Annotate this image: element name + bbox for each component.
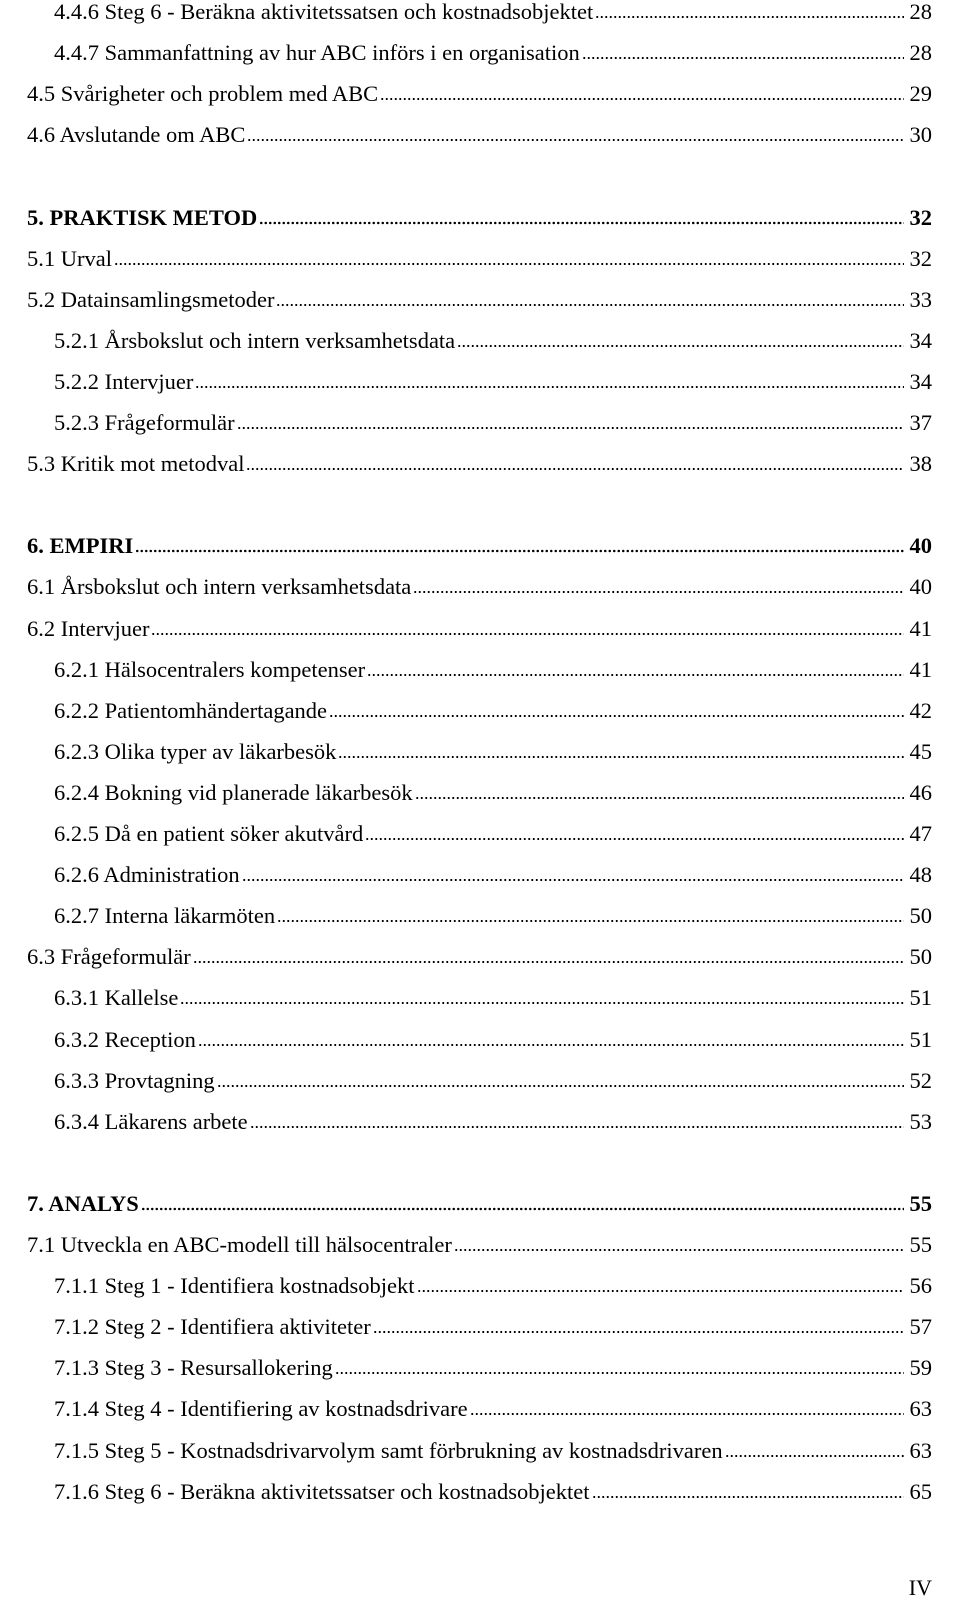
toc-entry-title: 4.5 Svårigheter och problem med ABC <box>27 81 379 107</box>
toc-entry-title: 5.2 Datainsamlingsmetoder <box>27 286 275 312</box>
toc-entry-page: 40 <box>909 574 932 600</box>
toc-entry-page: 50 <box>909 903 932 929</box>
toc-entry-page: 53 <box>909 1108 932 1134</box>
toc-entry-title: 7.1.4 Steg 4 - Identifiering av kostnadsdrivare <box>54 1396 468 1422</box>
toc-entry-page: 32 <box>909 245 932 271</box>
dot-leader <box>338 754 904 760</box>
toc-entry-title: 4.4.6 Steg 6 - Beräkna aktivitetssatsen och kostnadsobjektet <box>54 0 594 24</box>
toc-entry-title: 6.3.4 Läkarens arbete <box>54 1108 248 1134</box>
dot-leader <box>413 589 904 595</box>
toc-entry-title: 6.2.5 Då en patient söker akutvård <box>54 821 364 846</box>
toc-entry-page: 33 <box>909 286 932 312</box>
toc-entry-title: 6.1 Årsbokslut och intern verksamhetsdata <box>27 574 412 600</box>
dot-leader <box>329 713 904 719</box>
dot-leader <box>237 425 904 431</box>
toc-entry[interactable] <box>54 33 932 67</box>
toc-entry-page: 30 <box>909 122 932 148</box>
toc-entry[interactable] <box>54 732 932 766</box>
dot-leader <box>373 1329 904 1335</box>
toc-entry-title: 6.2.1 Hälsocentralers kompetenser <box>54 656 366 682</box>
toc-entry-title: 6.2.6 Administration <box>54 862 240 888</box>
toc-entry-title: 6.2.2 Patientomhändertagande <box>54 697 328 723</box>
dot-leader <box>417 1288 904 1294</box>
toc-entry-title: 7.1 Utveckla en ABC-modell till hälsocentraler <box>27 1232 452 1257</box>
toc-entry[interactable] <box>54 1020 932 1054</box>
dot-leader <box>380 96 904 102</box>
toc-entry-page: 34 <box>909 327 932 353</box>
toc-entry[interactable] <box>27 567 932 601</box>
toc-entry-page: 42 <box>909 697 932 723</box>
dot-leader <box>250 1124 904 1130</box>
dot-leader <box>367 672 904 678</box>
toc-entry[interactable] <box>27 937 932 971</box>
toc-entry[interactable] <box>27 115 932 149</box>
toc-entry-page: 41 <box>909 656 932 682</box>
toc-entry-page: 55 <box>909 1190 932 1216</box>
toc-entry-page: 45 <box>909 738 932 764</box>
toc-entry-page: 37 <box>909 410 932 435</box>
toc-entry-page: 63 <box>909 1437 932 1463</box>
toc-entry-page: 55 <box>909 1232 932 1257</box>
dot-leader <box>141 1206 904 1212</box>
toc-entry[interactable] <box>54 1102 932 1136</box>
toc-entry-title: 6.3.3 Provtagning <box>54 1067 215 1093</box>
toc-entry-page: 34 <box>909 368 932 394</box>
toc-entry-title: 5.2.3 Frågeformulär <box>54 410 235 435</box>
dot-leader <box>365 836 904 842</box>
toc-entry-title: 6.3.2 Reception <box>54 1026 196 1052</box>
toc-entry-page: 63 <box>909 1396 932 1422</box>
toc-entry-page: 41 <box>909 615 932 641</box>
toc-entry-title: 6.2.4 Bokning vid planerade läkarbesök <box>54 779 413 805</box>
toc-entry-title: 5.2.1 Årsbokslut och intern verksamhetsdata <box>54 327 456 353</box>
dot-leader <box>592 1494 904 1500</box>
toc-entry[interactable] <box>27 74 932 108</box>
toc-entry[interactable] <box>54 691 932 725</box>
toc-entry-title: 6.2.7 Interna läkarmöten <box>54 903 276 929</box>
dot-leader <box>135 548 904 554</box>
toc-entry[interactable] <box>54 896 932 930</box>
toc-entry-title: 6.2.3 Olika typer av läkarbesök <box>54 738 337 764</box>
toc-entry-title: 6.3.1 Kallelse <box>54 985 179 1011</box>
dot-leader <box>277 918 904 924</box>
toc-entry-title: 7. ANALYS <box>27 1190 139 1216</box>
dot-leader <box>470 1411 904 1417</box>
toc-entry-page: 29 <box>909 81 932 107</box>
toc-entry[interactable] <box>27 198 932 232</box>
toc-entry-page: 59 <box>909 1355 932 1381</box>
toc-entry-title: 6.2 Intervjuer <box>27 615 150 641</box>
toc-entry-title: 7.1.2 Steg 2 - Identifiera aktiviteter <box>54 1314 371 1340</box>
dot-leader <box>193 959 904 965</box>
toc-entry-page: 46 <box>909 779 932 805</box>
toc-entry[interactable] <box>54 1472 932 1506</box>
toc-entry[interactable] <box>54 1307 932 1341</box>
dot-leader <box>217 1083 904 1089</box>
toc-entry-title: 5.3 Kritik mot metodval <box>27 451 245 477</box>
dot-leader <box>454 1247 904 1253</box>
toc-entry[interactable] <box>27 280 932 314</box>
dot-leader <box>259 220 904 226</box>
toc-entry-title: 6.3 Frågeformulär <box>27 944 191 970</box>
dot-leader <box>335 1370 904 1376</box>
toc-entry[interactable] <box>27 1225 932 1259</box>
toc-entry-title: 7.1.6 Steg 6 - Beräkna aktivitetssatser och kostnadsobjektet <box>54 1478 590 1504</box>
toc-entry-page: 65 <box>909 1478 932 1504</box>
toc-entry[interactable] <box>54 1266 932 1300</box>
toc-entry-page: 51 <box>909 985 932 1011</box>
toc-entry-page: 48 <box>909 862 932 888</box>
page-number: IV <box>908 1575 932 1600</box>
toc-entry-page: 50 <box>909 944 932 970</box>
toc-entry[interactable] <box>54 0 932 26</box>
dot-leader <box>582 55 904 61</box>
toc-entry-page: 28 <box>909 0 932 24</box>
toc-entry[interactable] <box>54 321 932 355</box>
dot-leader <box>151 631 904 637</box>
toc-entry-title: 7.1.3 Steg 3 - Resursallokering <box>54 1355 333 1381</box>
toc-entry[interactable] <box>54 362 932 396</box>
dot-leader <box>725 1453 904 1459</box>
dot-leader <box>180 1000 904 1006</box>
dot-leader <box>276 302 904 308</box>
toc-entry-page: 32 <box>909 204 932 230</box>
dot-leader <box>198 1042 904 1048</box>
toc-entry[interactable] <box>54 403 932 437</box>
dot-leader <box>114 261 904 267</box>
toc-entry-page: 40 <box>909 533 932 559</box>
toc-entry[interactable] <box>54 978 932 1012</box>
toc-entry[interactable] <box>54 1389 932 1423</box>
toc-entry-title: 7.1.1 Steg 1 - Identifiera kostnadsobjekt <box>54 1273 415 1299</box>
toc-entry-title: 4.6 Avslutande om ABC <box>27 122 246 148</box>
toc-entry-page: 52 <box>909 1067 932 1093</box>
toc-entry[interactable] <box>54 1431 932 1465</box>
toc-entry[interactable] <box>54 773 932 807</box>
toc-entry-page: 57 <box>909 1314 932 1340</box>
toc-entry-title: 6. EMPIRI <box>27 533 134 559</box>
toc-entry-title: 5. PRAKTISK METOD <box>27 204 258 230</box>
toc-entry[interactable] <box>27 526 932 560</box>
toc-entry-page: 47 <box>909 821 932 846</box>
toc-entry[interactable] <box>54 650 932 684</box>
dot-leader <box>247 137 904 143</box>
toc-entry[interactable] <box>54 855 932 889</box>
toc-entry-title: 5.2.2 Intervjuer <box>54 368 194 394</box>
toc-entry[interactable] <box>27 239 932 273</box>
toc-entry-title: 4.4.7 Sammanfattning av hur ABC införs i en organisation <box>54 40 580 66</box>
toc-entry-page: 38 <box>909 451 932 477</box>
dot-leader <box>595 14 904 20</box>
toc-entry[interactable] <box>27 444 932 478</box>
toc-entry[interactable] <box>54 1348 932 1382</box>
toc-entry-page: 28 <box>909 40 932 66</box>
toc-entry[interactable] <box>27 609 932 643</box>
toc-entry-page: 51 <box>909 1026 932 1052</box>
dot-leader <box>246 466 904 472</box>
toc-entry[interactable] <box>54 814 932 848</box>
toc-entry[interactable] <box>27 1184 932 1218</box>
dot-leader <box>457 343 904 349</box>
toc-entry-page: 56 <box>909 1273 932 1299</box>
dot-leader <box>242 877 904 883</box>
dot-leader <box>195 384 904 390</box>
toc-entry[interactable] <box>54 1061 932 1095</box>
dot-leader <box>415 795 904 801</box>
toc-entry-title: 7.1.5 Steg 5 - Kostnadsdrivarvolym samt förbrukning av kostnadsdrivaren <box>54 1437 723 1463</box>
toc-entry-title: 5.1 Urval <box>27 245 112 271</box>
